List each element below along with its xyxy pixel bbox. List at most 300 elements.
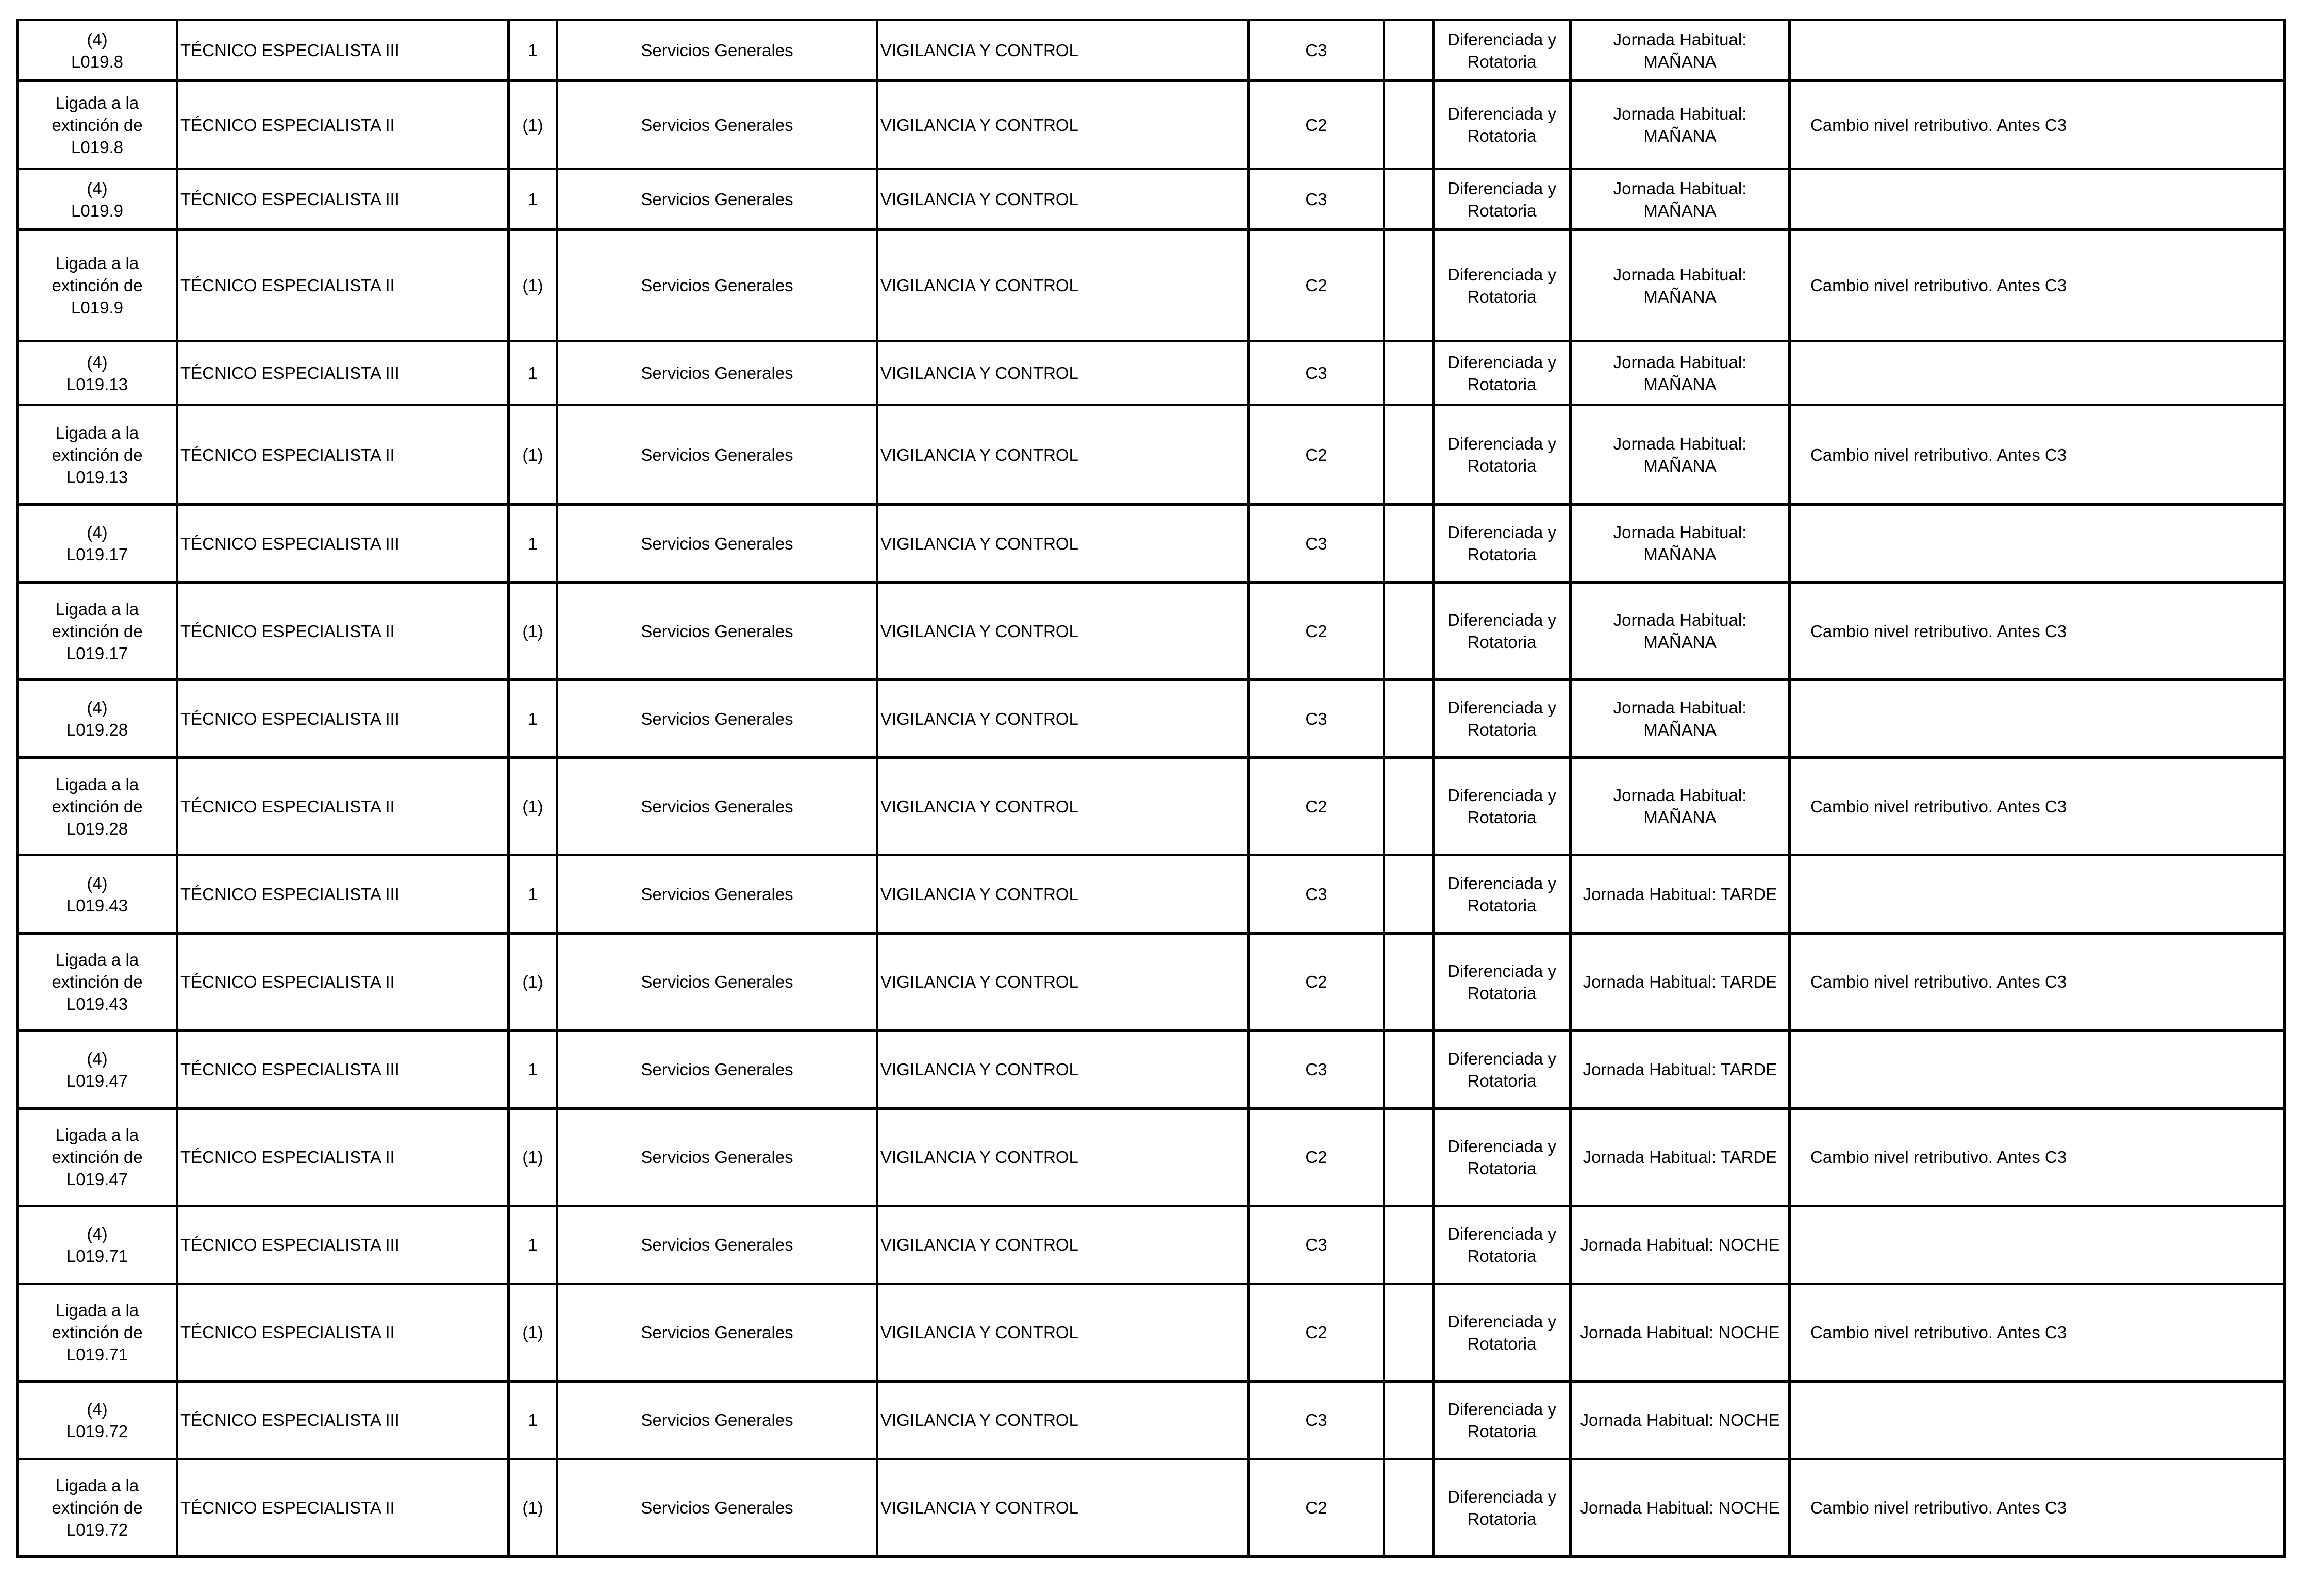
jornada-cell-line: Rotatoria: [1467, 201, 1537, 220]
observaciones-cell: Cambio nivel retributivo. Antes C3: [1790, 1284, 2285, 1381]
area-cell: VIGILANCIA Y CONTROL: [877, 1459, 1249, 1556]
codigo-cell-line: Ligada a la: [55, 1301, 139, 1320]
codigo-cell-line: (4): [87, 29, 108, 49]
codigo-cell: [18, 583, 177, 680]
jornada-cell-line: Rotatoria: [1467, 1334, 1537, 1353]
horario-cell: [1571, 758, 1790, 855]
nivel-cell: C2: [1249, 1459, 1384, 1556]
horario-cell-line: Jornada Habitual:: [1613, 523, 1747, 542]
jornada-cell-line: Diferenciada y: [1447, 1487, 1556, 1506]
codigo-cell-line: L019.17: [66, 643, 128, 663]
observaciones-cell: Cambio nivel retributivo. Antes C3: [1790, 758, 2285, 855]
area-cell: VIGILANCIA Y CONTROL: [877, 855, 1249, 933]
horario-cell-line: MAÑANA: [1643, 201, 1717, 220]
codigo-cell-line: extinción de: [52, 972, 143, 992]
unidad-cell: Servicios Generales: [557, 1284, 877, 1381]
jornada-cell-line: Rotatoria: [1467, 1421, 1537, 1441]
horario-cell-line: MAÑANA: [1643, 720, 1717, 740]
area-cell: VIGILANCIA Y CONTROL: [877, 405, 1249, 505]
jornada-cell-line: Rotatoria: [1467, 633, 1537, 652]
codigo-cell-line: L019.9: [71, 298, 123, 318]
puesto-cell: TÉCNICO ESPECIALISTA II: [177, 1108, 509, 1206]
puesto-cell: TÉCNICO ESPECIALISTA III: [177, 341, 509, 405]
empty-cell: [1384, 583, 1434, 680]
horario-cell-line: MAÑANA: [1643, 808, 1717, 827]
jornada-cell-line: Diferenciada y: [1447, 1049, 1556, 1068]
jornada-cell-line: Diferenciada y: [1447, 1224, 1556, 1243]
codigo-cell-line: L019.8: [71, 52, 123, 71]
dotacion-cell: 1: [509, 341, 557, 405]
nivel-cell: C3: [1249, 169, 1384, 230]
horario-cell-line: Jornada Habitual:: [1613, 264, 1747, 284]
horario-cell-line: Jornada Habitual: TARDE: [1583, 972, 1777, 992]
observaciones-cell: Cambio nivel retributivo. Antes C3: [1790, 583, 2285, 680]
unidad-cell: Servicios Generales: [557, 1108, 877, 1206]
area-cell: VIGILANCIA Y CONTROL: [877, 1030, 1249, 1108]
codigo-cell-line: Ligada a la: [55, 774, 139, 794]
puesto-cell: TÉCNICO ESPECIALISTA II: [177, 81, 509, 169]
horario-cell-line: Jornada Habitual: TARDE: [1583, 885, 1777, 904]
jornada-cell-line: Diferenciada y: [1447, 29, 1556, 49]
nivel-cell: C2: [1249, 933, 1384, 1030]
horario-cell-line: Jornada Habitual:: [1613, 29, 1747, 49]
codigo-cell-line: L019.28: [66, 720, 128, 740]
table-row: [18, 1108, 2285, 1206]
puesto-cell: TÉCNICO ESPECIALISTA III: [177, 1030, 509, 1108]
nivel-cell: C2: [1249, 1284, 1384, 1381]
codigo-cell: [18, 1108, 177, 1206]
puesto-cell: TÉCNICO ESPECIALISTA II: [177, 933, 509, 1030]
observaciones-cell: [1790, 505, 2285, 583]
jornada-cell-line: Diferenciada y: [1447, 523, 1556, 542]
dotacion-cell: (1): [509, 1108, 557, 1206]
unidad-cell: Servicios Generales: [557, 20, 877, 81]
area-cell: VIGILANCIA Y CONTROL: [877, 169, 1249, 230]
table-row: [18, 405, 2285, 505]
horario-cell: [1571, 505, 1790, 583]
area-cell: VIGILANCIA Y CONTROL: [877, 680, 1249, 758]
table-row: [18, 1459, 2285, 1556]
area-cell: VIGILANCIA Y CONTROL: [877, 20, 1249, 81]
codigo-cell-line: Ligada a la: [55, 254, 139, 273]
unidad-cell: Servicios Generales: [557, 1206, 877, 1284]
puesto-cell: TÉCNICO ESPECIALISTA III: [177, 1206, 509, 1284]
observaciones-cell: [1790, 1030, 2285, 1108]
table-body: [18, 20, 2285, 1557]
area-cell: VIGILANCIA Y CONTROL: [877, 1108, 1249, 1206]
dotacion-cell: (1): [509, 1284, 557, 1381]
horario-cell-line: Jornada Habitual: NOCHE: [1580, 1323, 1780, 1342]
observaciones-cell: Cambio nivel retributivo. Antes C3: [1790, 81, 2285, 169]
observaciones-cell: [1790, 855, 2285, 933]
dotacion-cell: 1: [509, 1381, 557, 1459]
codigo-cell: [18, 1030, 177, 1108]
puesto-cell: TÉCNICO ESPECIALISTA III: [177, 20, 509, 81]
area-cell: VIGILANCIA Y CONTROL: [877, 341, 1249, 405]
codigo-cell-line: L019.43: [66, 895, 128, 915]
jornada-cell: [1434, 680, 1571, 758]
codigo-cell: [18, 20, 177, 81]
jornada-cell-line: Diferenciada y: [1447, 1311, 1556, 1331]
dotacion-cell: (1): [509, 758, 557, 855]
codigo-cell-line: extinción de: [52, 445, 143, 464]
jornada-cell-line: Rotatoria: [1467, 126, 1537, 146]
empty-cell: [1384, 1459, 1434, 1556]
codigo-cell-line: extinción de: [52, 1148, 143, 1167]
observaciones-cell: Cambio nivel retributivo. Antes C3: [1790, 230, 2285, 341]
puesto-cell: TÉCNICO ESPECIALISTA III: [177, 505, 509, 583]
table-row: [18, 583, 2285, 680]
nivel-cell: C2: [1249, 230, 1384, 341]
horario-cell-line: Jornada Habitual:: [1613, 178, 1747, 198]
jornada-cell: [1434, 758, 1571, 855]
empty-cell: [1384, 230, 1434, 341]
observaciones-cell: Cambio nivel retributivo. Antes C3: [1790, 1108, 2285, 1206]
horario-cell-line: MAÑANA: [1643, 287, 1717, 306]
unidad-cell: Servicios Generales: [557, 583, 877, 680]
codigo-cell-line: (4): [87, 873, 108, 893]
empty-cell: [1384, 341, 1434, 405]
jornada-cell-line: Rotatoria: [1467, 1158, 1537, 1178]
jornada-cell-line: Rotatoria: [1467, 287, 1537, 306]
codigo-cell: [18, 341, 177, 405]
unidad-cell: Servicios Generales: [557, 81, 877, 169]
area-cell: VIGILANCIA Y CONTROL: [877, 1381, 1249, 1459]
codigo-cell-line: L019.72: [66, 1421, 128, 1441]
codigo-cell-line: Ligada a la: [55, 950, 139, 970]
horario-cell-line: Jornada Habitual:: [1613, 352, 1747, 372]
table-row: [18, 758, 2285, 855]
codigo-cell-line: (4): [87, 1049, 108, 1068]
jornada-cell-line: Rotatoria: [1467, 720, 1537, 740]
table-row: [18, 933, 2285, 1030]
table-row: [18, 505, 2285, 583]
unidad-cell: Servicios Generales: [557, 1381, 877, 1459]
jornada-cell-line: Rotatoria: [1467, 52, 1537, 71]
area-cell: VIGILANCIA Y CONTROL: [877, 1206, 1249, 1284]
horario-cell: [1571, 230, 1790, 341]
unidad-cell: Servicios Generales: [557, 758, 877, 855]
empty-cell: [1384, 1206, 1434, 1284]
empty-cell: [1384, 169, 1434, 230]
puesto-cell: TÉCNICO ESPECIALISTA III: [177, 169, 509, 230]
codigo-cell: [18, 81, 177, 169]
horario-cell-line: Jornada Habitual: TARDE: [1583, 1148, 1777, 1167]
horario-cell: [1571, 680, 1790, 758]
unidad-cell: Servicios Generales: [557, 341, 877, 405]
dotacion-cell: (1): [509, 583, 557, 680]
jornada-cell-line: Rotatoria: [1467, 1246, 1537, 1266]
jornada-cell-line: Rotatoria: [1467, 808, 1537, 827]
dotacion-cell: 1: [509, 169, 557, 230]
horario-cell: [1571, 1459, 1790, 1556]
dotacion-cell: (1): [509, 230, 557, 341]
horario-cell-line: Jornada Habitual: TARDE: [1583, 1060, 1777, 1079]
jornada-cell-line: Diferenciada y: [1447, 698, 1556, 718]
codigo-cell-line: L019.8: [71, 137, 123, 157]
codigo-cell-line: L019.43: [66, 994, 128, 1014]
unidad-cell: Servicios Generales: [557, 855, 877, 933]
empty-cell: [1384, 933, 1434, 1030]
nivel-cell: C3: [1249, 341, 1384, 405]
codigo-cell-line: L019.71: [66, 1246, 128, 1266]
jornada-cell: [1434, 81, 1571, 169]
horario-cell: [1571, 20, 1790, 81]
codigo-cell: [18, 169, 177, 230]
unidad-cell: Servicios Generales: [557, 680, 877, 758]
codigo-cell-line: extinción de: [52, 1323, 143, 1342]
codigo-cell-line: L019.17: [66, 545, 128, 564]
horario-cell: [1571, 81, 1790, 169]
jornada-cell-line: Diferenciada y: [1447, 786, 1556, 805]
jornada-cell: [1434, 169, 1571, 230]
horario-cell-line: Jornada Habitual: NOCHE: [1580, 1410, 1780, 1430]
puesto-cell: TÉCNICO ESPECIALISTA II: [177, 583, 509, 680]
jornada-cell-line: Diferenciada y: [1447, 873, 1556, 893]
horario-cell-line: MAÑANA: [1643, 633, 1717, 652]
codigo-cell: [18, 933, 177, 1030]
horario-cell-line: Jornada Habitual: NOCHE: [1580, 1498, 1780, 1518]
nivel-cell: C2: [1249, 1108, 1384, 1206]
table-row: [18, 341, 2285, 405]
nivel-cell: C2: [1249, 758, 1384, 855]
horario-cell-line: MAÑANA: [1643, 456, 1717, 476]
jornada-cell: [1434, 405, 1571, 505]
puesto-cell: TÉCNICO ESPECIALISTA II: [177, 1284, 509, 1381]
codigo-cell-line: Ligada a la: [55, 93, 139, 112]
area-cell: VIGILANCIA Y CONTROL: [877, 933, 1249, 1030]
jornada-cell-line: Diferenciada y: [1447, 1399, 1556, 1419]
horario-cell: [1571, 1381, 1790, 1459]
codigo-cell-line: L019.13: [66, 467, 128, 487]
horario-cell-line: Jornada Habitual:: [1613, 786, 1747, 805]
codigo-cell-line: L019.47: [66, 1071, 128, 1090]
codigo-cell: [18, 1459, 177, 1556]
unidad-cell: Servicios Generales: [557, 405, 877, 505]
jornada-cell-line: Rotatoria: [1467, 545, 1537, 564]
puesto-cell: TÉCNICO ESPECIALISTA II: [177, 758, 509, 855]
dotacion-cell: 1: [509, 1030, 557, 1108]
jornada-cell-line: Rotatoria: [1467, 983, 1537, 1003]
horario-cell: [1571, 169, 1790, 230]
jornada-cell: [1434, 505, 1571, 583]
codigo-cell: [18, 680, 177, 758]
area-cell: VIGILANCIA Y CONTROL: [877, 758, 1249, 855]
horario-cell: [1571, 583, 1790, 680]
table-row: [18, 81, 2285, 169]
horario-cell-line: Jornada Habitual:: [1613, 610, 1747, 630]
dotacion-cell: 1: [509, 680, 557, 758]
codigo-cell-line: L019.13: [66, 374, 128, 394]
codigo-cell-line: extinción de: [52, 621, 143, 641]
nivel-cell: C3: [1249, 1206, 1384, 1284]
observaciones-cell: Cambio nivel retributivo. Antes C3: [1790, 405, 2285, 505]
unidad-cell: Servicios Generales: [557, 505, 877, 583]
codigo-cell-line: Ligada a la: [55, 599, 139, 619]
codigo-cell: [18, 1206, 177, 1284]
jornada-cell-line: Rotatoria: [1467, 456, 1537, 476]
codigo-cell-line: (4): [87, 178, 108, 198]
codigo-cell: [18, 758, 177, 855]
jornada-cell: [1434, 341, 1571, 405]
table-row: [18, 20, 2285, 81]
empty-cell: [1384, 20, 1434, 81]
codigo-cell-line: L019.47: [66, 1170, 128, 1189]
jornada-cell-line: Rotatoria: [1467, 1071, 1537, 1090]
codigo-cell: [18, 855, 177, 933]
codigo-cell: [18, 505, 177, 583]
dotacion-cell: 1: [509, 505, 557, 583]
jornada-cell: [1434, 1206, 1571, 1284]
puesto-cell: TÉCNICO ESPECIALISTA III: [177, 1381, 509, 1459]
horario-cell: [1571, 341, 1790, 405]
jornada-cell: [1434, 1030, 1571, 1108]
codigo-cell-line: extinción de: [52, 115, 143, 135]
observaciones-cell: [1790, 1381, 2285, 1459]
observaciones-cell: Cambio nivel retributivo. Antes C3: [1790, 1459, 2285, 1556]
horario-cell: [1571, 405, 1790, 505]
horario-cell-line: Jornada Habitual:: [1613, 104, 1747, 124]
observaciones-cell: [1790, 680, 2285, 758]
unidad-cell: Servicios Generales: [557, 1459, 877, 1556]
codigo-cell-line: (4): [87, 352, 108, 372]
jornada-cell: [1434, 1108, 1571, 1206]
jornada-cell-line: Diferenciada y: [1447, 352, 1556, 372]
dotacion-cell: 1: [509, 20, 557, 81]
empty-cell: [1384, 81, 1434, 169]
area-cell: VIGILANCIA Y CONTROL: [877, 505, 1249, 583]
horario-cell-line: MAÑANA: [1643, 126, 1717, 146]
jornada-cell: [1434, 933, 1571, 1030]
jornada-cell-line: Diferenciada y: [1447, 961, 1556, 980]
horario-cell-line: MAÑANA: [1643, 52, 1717, 71]
nivel-cell: C3: [1249, 20, 1384, 81]
codigo-cell-line: extinción de: [52, 276, 143, 295]
unidad-cell: Servicios Generales: [557, 169, 877, 230]
puesto-cell: TÉCNICO ESPECIALISTA III: [177, 680, 509, 758]
observaciones-cell: [1790, 341, 2285, 405]
horario-cell: [1571, 1284, 1790, 1381]
codigo-cell-line: (4): [87, 523, 108, 542]
unidad-cell: Servicios Generales: [557, 230, 877, 341]
jornada-cell-line: Rotatoria: [1467, 895, 1537, 915]
horario-cell-line: Jornada Habitual: NOCHE: [1580, 1235, 1780, 1255]
jornada-cell-line: Rotatoria: [1467, 1509, 1537, 1528]
nivel-cell: C3: [1249, 680, 1384, 758]
codigo-cell-line: (4): [87, 698, 108, 718]
empty-cell: [1384, 1108, 1434, 1206]
codigo-cell-line: extinción de: [52, 796, 143, 816]
unidad-cell: Servicios Generales: [557, 1030, 877, 1108]
dotacion-cell: (1): [509, 1459, 557, 1556]
dotacion-cell: 1: [509, 1206, 557, 1284]
codigo-cell: [18, 230, 177, 341]
puesto-cell: TÉCNICO ESPECIALISTA II: [177, 405, 509, 505]
puesto-cell: TÉCNICO ESPECIALISTA II: [177, 1459, 509, 1556]
empty-cell: [1384, 855, 1434, 933]
dotacion-cell: 1: [509, 855, 557, 933]
jornada-cell: [1434, 1459, 1571, 1556]
horario-cell: [1571, 1108, 1790, 1206]
jornada-cell-line: Diferenciada y: [1447, 1136, 1556, 1156]
codigo-cell-line: L019.71: [66, 1345, 128, 1365]
jornada-cell-line: Diferenciada y: [1447, 104, 1556, 124]
nivel-cell: C2: [1249, 583, 1384, 680]
horario-cell-line: Jornada Habitual:: [1613, 434, 1747, 454]
table-row: [18, 1284, 2285, 1381]
horario-cell-line: MAÑANA: [1643, 374, 1717, 394]
codigo-cell-line: L019.28: [66, 819, 128, 838]
horario-cell-line: MAÑANA: [1643, 545, 1717, 564]
nivel-cell: C3: [1249, 855, 1384, 933]
horario-cell: [1571, 1030, 1790, 1108]
empty-cell: [1384, 1030, 1434, 1108]
area-cell: VIGILANCIA Y CONTROL: [877, 1284, 1249, 1381]
positions-table: [16, 19, 2286, 1558]
codigo-cell-line: Ligada a la: [55, 1125, 139, 1145]
puesto-cell: TÉCNICO ESPECIALISTA II: [177, 230, 509, 341]
horario-cell: [1571, 1206, 1790, 1284]
dotacion-cell: (1): [509, 405, 557, 505]
codigo-cell-line: (4): [87, 1399, 108, 1419]
jornada-cell: [1434, 855, 1571, 933]
nivel-cell: C3: [1249, 1381, 1384, 1459]
empty-cell: [1384, 505, 1434, 583]
codigo-cell-line: L019.9: [71, 201, 123, 220]
nivel-cell: C3: [1249, 1030, 1384, 1108]
codigo-cell-line: Ligada a la: [55, 423, 139, 442]
horario-cell-line: Jornada Habitual:: [1613, 698, 1747, 718]
jornada-cell: [1434, 230, 1571, 341]
horario-cell: [1571, 933, 1790, 1030]
codigo-cell: [18, 1381, 177, 1459]
table-row: [18, 1030, 2285, 1108]
jornada-cell-line: Diferenciada y: [1447, 610, 1556, 630]
table-row: [18, 1381, 2285, 1459]
jornada-cell-line: Diferenciada y: [1447, 264, 1556, 284]
codigo-cell-line: (4): [87, 1224, 108, 1243]
codigo-cell-line: Ligada a la: [55, 1476, 139, 1495]
puesto-cell: TÉCNICO ESPECIALISTA III: [177, 855, 509, 933]
jornada-cell: [1434, 1284, 1571, 1381]
table-row: [18, 1206, 2285, 1284]
jornada-cell: [1434, 583, 1571, 680]
area-cell: VIGILANCIA Y CONTROL: [877, 230, 1249, 341]
jornada-cell: [1434, 20, 1571, 81]
empty-cell: [1384, 1284, 1434, 1381]
table-row: [18, 230, 2285, 341]
empty-cell: [1384, 758, 1434, 855]
codigo-cell-line: L019.72: [66, 1520, 128, 1540]
table-row: [18, 169, 2285, 230]
codigo-cell: [18, 1284, 177, 1381]
empty-cell: [1384, 405, 1434, 505]
dotacion-cell: (1): [509, 81, 557, 169]
observaciones-cell: Cambio nivel retributivo. Antes C3: [1790, 933, 2285, 1030]
horario-cell: [1571, 855, 1790, 933]
nivel-cell: C3: [1249, 505, 1384, 583]
area-cell: VIGILANCIA Y CONTROL: [877, 81, 1249, 169]
observaciones-cell: [1790, 1206, 2285, 1284]
area-cell: VIGILANCIA Y CONTROL: [877, 583, 1249, 680]
empty-cell: [1384, 680, 1434, 758]
nivel-cell: C2: [1249, 405, 1384, 505]
dotacion-cell: (1): [509, 933, 557, 1030]
unidad-cell: Servicios Generales: [557, 933, 877, 1030]
codigo-cell-line: extinción de: [52, 1498, 143, 1518]
jornada-cell-line: Diferenciada y: [1447, 178, 1556, 198]
jornada-cell-line: Rotatoria: [1467, 374, 1537, 394]
